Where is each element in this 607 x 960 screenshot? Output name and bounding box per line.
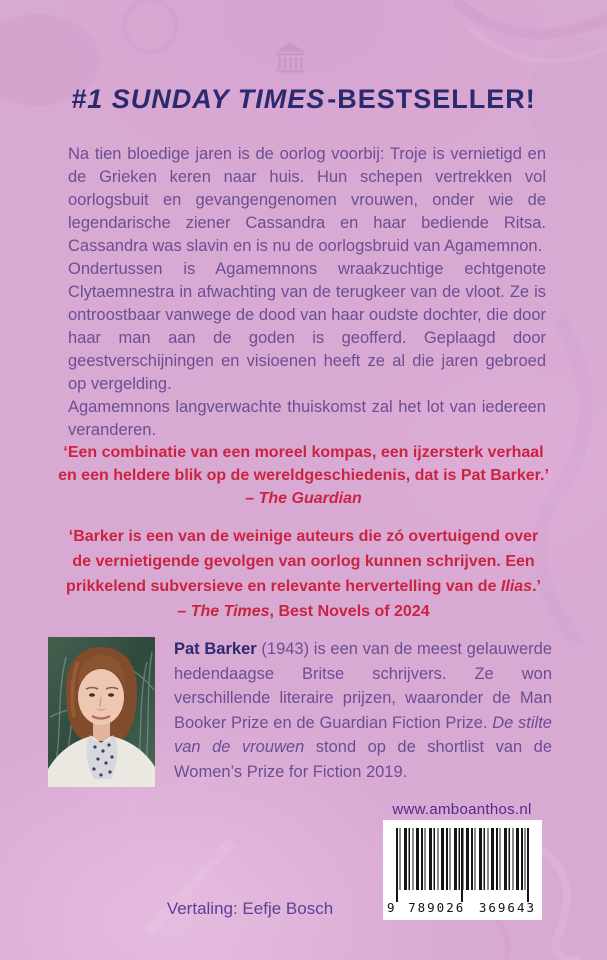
press-quote-times bbox=[10, 524, 597, 624]
publisher-website: www.amboanthos.nl bbox=[392, 801, 532, 818]
quote-text-after-title: .’ bbox=[532, 578, 541, 595]
attribution-source: – The Times bbox=[177, 603, 270, 620]
author-portrait-illustration bbox=[48, 637, 155, 787]
bio-text-part-1: (1943) is een van de meest gelauwerde hedendaagse Britse schrijvers. Ze won verschillende literaire prijzen, waaronder de Man Booker Prize en de Guardian Fiction Prize. bbox=[174, 640, 552, 732]
bestseller-headline bbox=[0, 84, 607, 115]
quote-text-before-title: prikkelend subversieve en relevante hervertelling van de bbox=[66, 578, 501, 595]
quote-attribution: – The Guardian bbox=[245, 490, 362, 507]
author-photo bbox=[48, 637, 155, 787]
work-title-de-stilte: De stilte van de vrouwen bbox=[174, 713, 552, 756]
author-bio-text bbox=[174, 637, 552, 784]
press-quote-guardian bbox=[10, 441, 597, 510]
headline-italic-part: #1 SUNDAY TIMES bbox=[71, 84, 326, 114]
work-title-ilias: Ilias bbox=[500, 578, 533, 595]
isbn-lead-digit: 9 bbox=[387, 900, 395, 915]
author-bio-section bbox=[48, 637, 552, 787]
temple-motif bbox=[275, 42, 305, 73]
isbn-group-1: 789026 bbox=[408, 900, 466, 915]
synopsis bbox=[68, 143, 546, 442]
barcode-guard-bar bbox=[527, 828, 529, 902]
attribution-detail: , Best Novels of 2024 bbox=[269, 603, 430, 620]
isbn-group-2: 369643 bbox=[478, 900, 536, 915]
quote-attribution bbox=[10, 599, 597, 624]
barcode-guard-bar bbox=[461, 828, 463, 902]
synopsis-paragraph-1: Na tien bloedige jaren is de oorlog voorbij: Troje is vernietigd en de Grieken keren naar huis. Hun schepen vertrekken vol oorlogsbuit en gevangengenomen vrouwen, onder wie de legendarische ziener Cassandra en haar bediende Ritsa. Cassandra was slavin en is nu de oorlogsbruid van Agamemnon. bbox=[68, 145, 546, 255]
translation-credit: Vertaling: Eefje Bosch bbox=[166, 899, 334, 918]
barcode-guard-bar bbox=[396, 828, 398, 902]
quote-line bbox=[10, 574, 597, 599]
synopsis-paragraph-2: Ondertussen is Agamemnons wraakzuchtige echtgenote Clytaemnestra in afwachting van de terugkeer van de vloot. Ze is ontroostbaar vanwege de dood van haar oudste dochter, die door haar man aan de goden is geofferd. Geplaagd door geestverschijningen en visioenen heeft ze al die jaren gebroed op vergelding. bbox=[68, 260, 546, 393]
bio-text-part-2: stond op de shortlist van de Women’s Prize for Fiction 2019. bbox=[174, 738, 552, 781]
quote-line: de vernietigende gevolgen van oorlog kunnen schrijven. Een bbox=[72, 553, 535, 570]
quote-line: en een heldere blik op de wereldgeschiedenis, dat is Pat Barker.’ bbox=[58, 467, 549, 484]
quote-line: ‘Barker is een van de weinige auteurs die zó overtuigend over bbox=[68, 528, 539, 545]
quote-line: ‘Een combinatie van een moreel kompas, een ijzersterk verhaal bbox=[63, 444, 544, 461]
author-name: Pat Barker bbox=[174, 640, 257, 658]
synopsis-paragraph-3: Agamemnons langverwachte thuiskomst zal het lot van iedereen veranderen. bbox=[68, 398, 546, 439]
headline-upright-part: -BESTSELLER! bbox=[327, 84, 536, 114]
